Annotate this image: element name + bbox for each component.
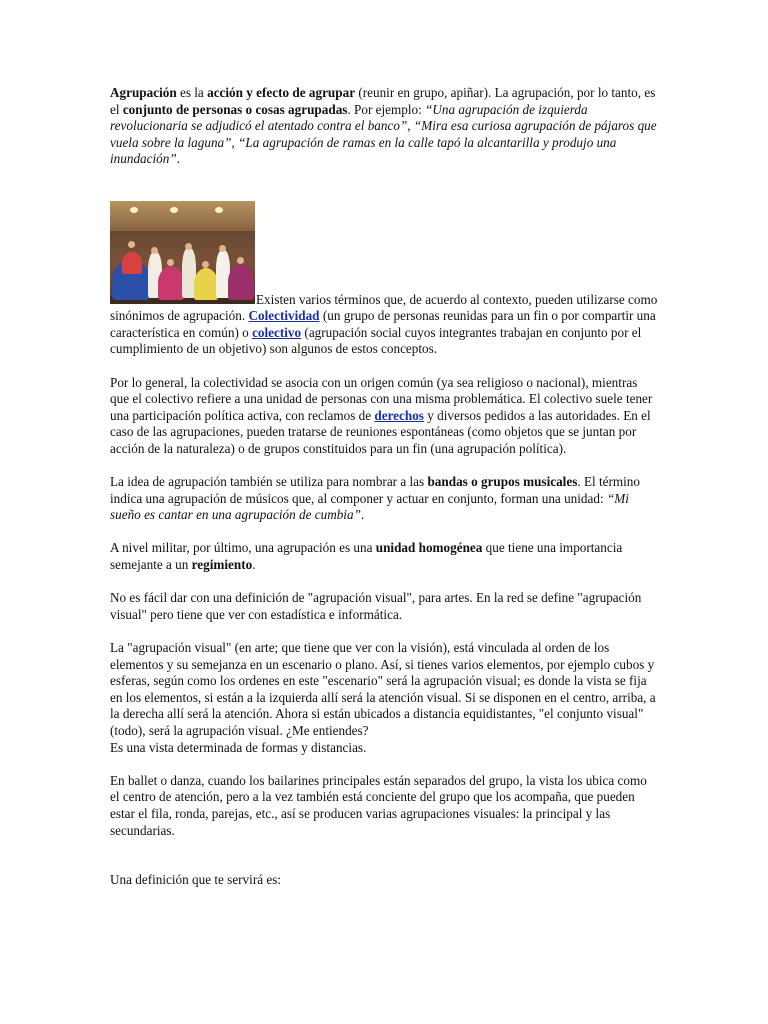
document-body [110, 85, 658, 905]
link-derechos[interactable]: derechos [374, 407, 424, 423]
paragraph-colectividad: Por lo general, la colectividad se asocia con un origen común (ya sea religioso o nacional), mientras que el colectivo refiere a una unidad de personas con una misma problemática. El colectivo suele tener una participación política activa, con reclamos de derechos y diversos pedidos a las autoridades. En el caso de las agrupaciones, pueden tratarse de reuniones espontáneas (como objetos que se juntan por acción de la naturaleza) o de grupos constituidos para un fin (una agrupación política). [110, 374, 653, 456]
example-quote: “Mi sueño es cantar en una agrupación de cumbia” [110, 490, 629, 523]
link-colectivo[interactable]: colectivo [252, 324, 302, 340]
link-colectividad[interactable]: Colectividad [248, 308, 320, 324]
paragraph-musical: La idea de agrupación también se utiliza para nombrar a las bandas o grupos musicales. El término indica una agrupación de músicos que, al componer y actuar en conjunto, forman una unidad: “Mi sueño es cantar en una agrupación de cumbia”. [110, 474, 640, 523]
paragraph-definition: Agrupación es la acción y efecto de agrupar (reunir en grupo, apiñar). La agrupación, por lo tanto, es el conjunto de personas o cosas agrupadas. Por ejemplo: “Una agrupación de izquierda revolucionaria se adjudicó el atentado contra el banco”, “Mira esa curiosa agrupación de pájaros que vuela sobre la laguna”, “La agrupación de ramas en la calle tapó la alcantarilla y produjo una inundación”. [110, 85, 657, 167]
paragraph-closing: Una definición que te servirá es: [110, 871, 282, 887]
example-quote: “Una agrupación de izquierda revolucionaria se adjudicó el atentado contra el banco” [110, 101, 588, 134]
paragraph-synonyms: Existen varios términos que, de acuerdo al contexto, pueden utilizarse como sinónimos de agrupación. Colectividad (un grupo de personas reunidas para un fin o por compartir una característica en común) o colectivo (agrupación social cuyos integrantes trabajan en conjunto por el cumplimiento de un objetivo) son algunos de estos conceptos. [110, 201, 658, 358]
dance-group-photo [110, 201, 255, 304]
example-quote: “Mira esa curiosa agrupación de pájaros que vuela sobre la laguna” [110, 118, 657, 150]
term-agrupacion: Agrupación [110, 85, 177, 100]
paragraph-military: A nivel militar, por último, una agrupación es una unidad homogénea que tiene una importancia semejante a un regimiento. [110, 540, 623, 573]
paragraph-visual-definition: No es fácil dar con una definición de "agrupación visual", para artes. En la red se define "agrupación visual" pero tiene que ver con estadística e informática. [110, 590, 642, 622]
paragraph-ballet: En ballet o danza, cuando los bailarines principales están separados del grupo, la vista los ubica como el centro de atención, pero a la vez también está conciente del grupo que los acompaña, que pueden estar el fila, ronda, parejas, etc., así se producen varias agrupaciones visuales: la principal y las secundarias. [110, 772, 647, 838]
example-quote: “La agrupación de ramas en la calle tapó la alcantarilla y produjo una inundación” [110, 134, 617, 167]
paragraph-visual-art: La "agrupación visual" (en arte; que tiene que ver con la visión), está vinculada al orden de los elementos y su semejanza en un escenario o plano. Así, si tienes varios elementos, por ejemplo cubos y esferas, según como los ordenes en este "escenario" será la agrupación visual; es donde la vista se fija en los elementos, si están a la izquierda allí será la atención visual. Si se disponen en el centro, arriba, a la derecha allí será la atención. Ahora si están ubicados a distancia equidistantes, "el conjunto visual" (todo), será la agrupación visual. ¿Me entiendes? Es una vista determinada de formas y distancias. [110, 640, 656, 755]
